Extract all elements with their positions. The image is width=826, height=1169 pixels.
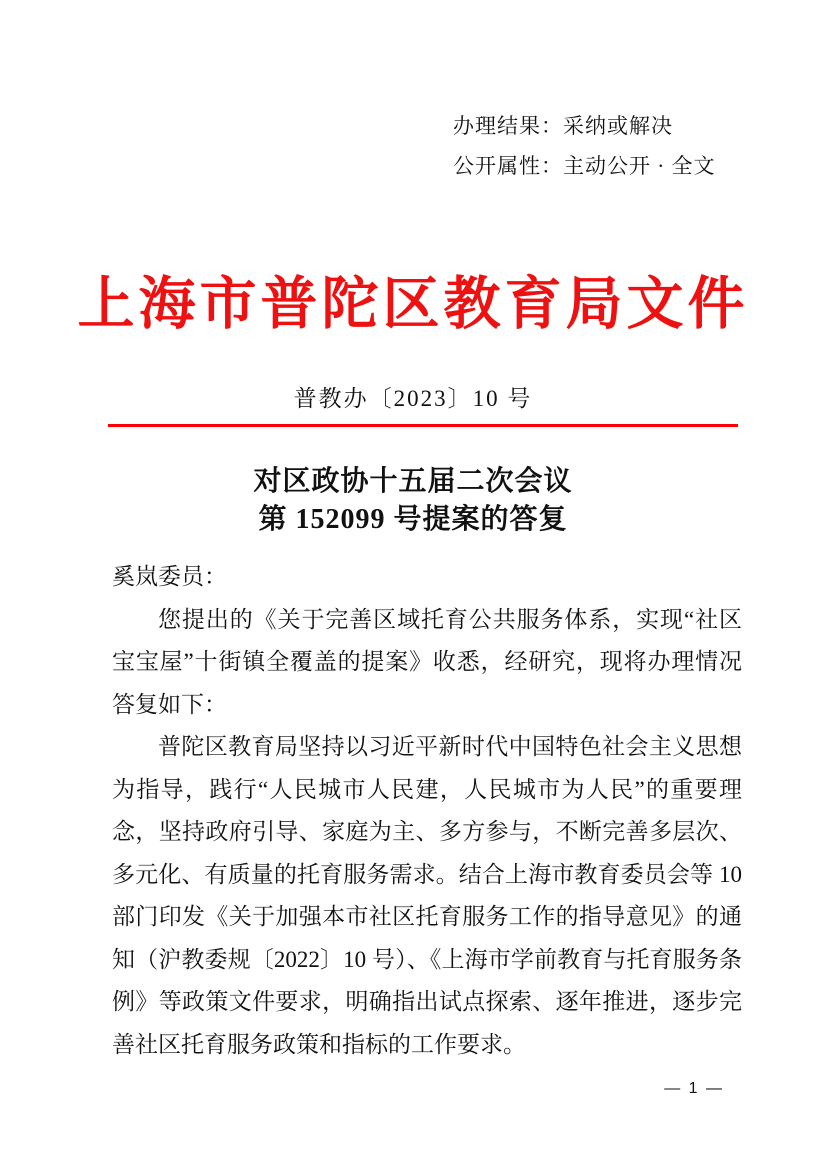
header-meta-block [453,106,716,186]
page-number: — 1 — [664,1080,724,1097]
body-paragraph: 您提出的《关于完善区域托育公共服务体系，实现“社区宝宝屋”十街镇全覆盖的提案》收悉，经研究，现将办理情况答复如下： [112,606,742,717]
document-title [0,463,826,539]
handling-result-line: 办理结果：采纳或解决 [453,114,673,138]
document-number: 普教办〔2023〕10 号 [293,386,533,411]
letterhead-title: 上海市普陀区教育局文件 [77,273,749,336]
document-title-line1: 对区政协十五届二次会议 [253,466,573,497]
document-title-line2: 第 152099 号提案的答复 [258,504,568,535]
body-paragraph [112,1066,742,1072]
body-paragraph: 普陀区教育局坚持以习近平新时代中国特色社会主义思想为指导，践行“人民城市人民建，人民城市为人民”的重要理念，坚持政府引导、家庭为主、多方参与，不断完善多层次、多元化、有质量的托育服务需求。结合上海市教育委员会等 10 部门印发《关于加强本市社区托育服务工作的指导意见》的通知（沪教委规〔2022〕10 号）、《上海市学前教育与托育服务条例》等政策文件要求，明确指出试点探索、逐年推进，逐步完善社区托育服务政策和指标的工作要求。 [112,734,742,1057]
publicity-attribute-line: 公开属性：主动公开 · 全文 [453,154,716,178]
document-body [112,556,742,1072]
letterhead-divider-rule [108,424,738,427]
salutation: 奚岚委员： [112,564,227,589]
